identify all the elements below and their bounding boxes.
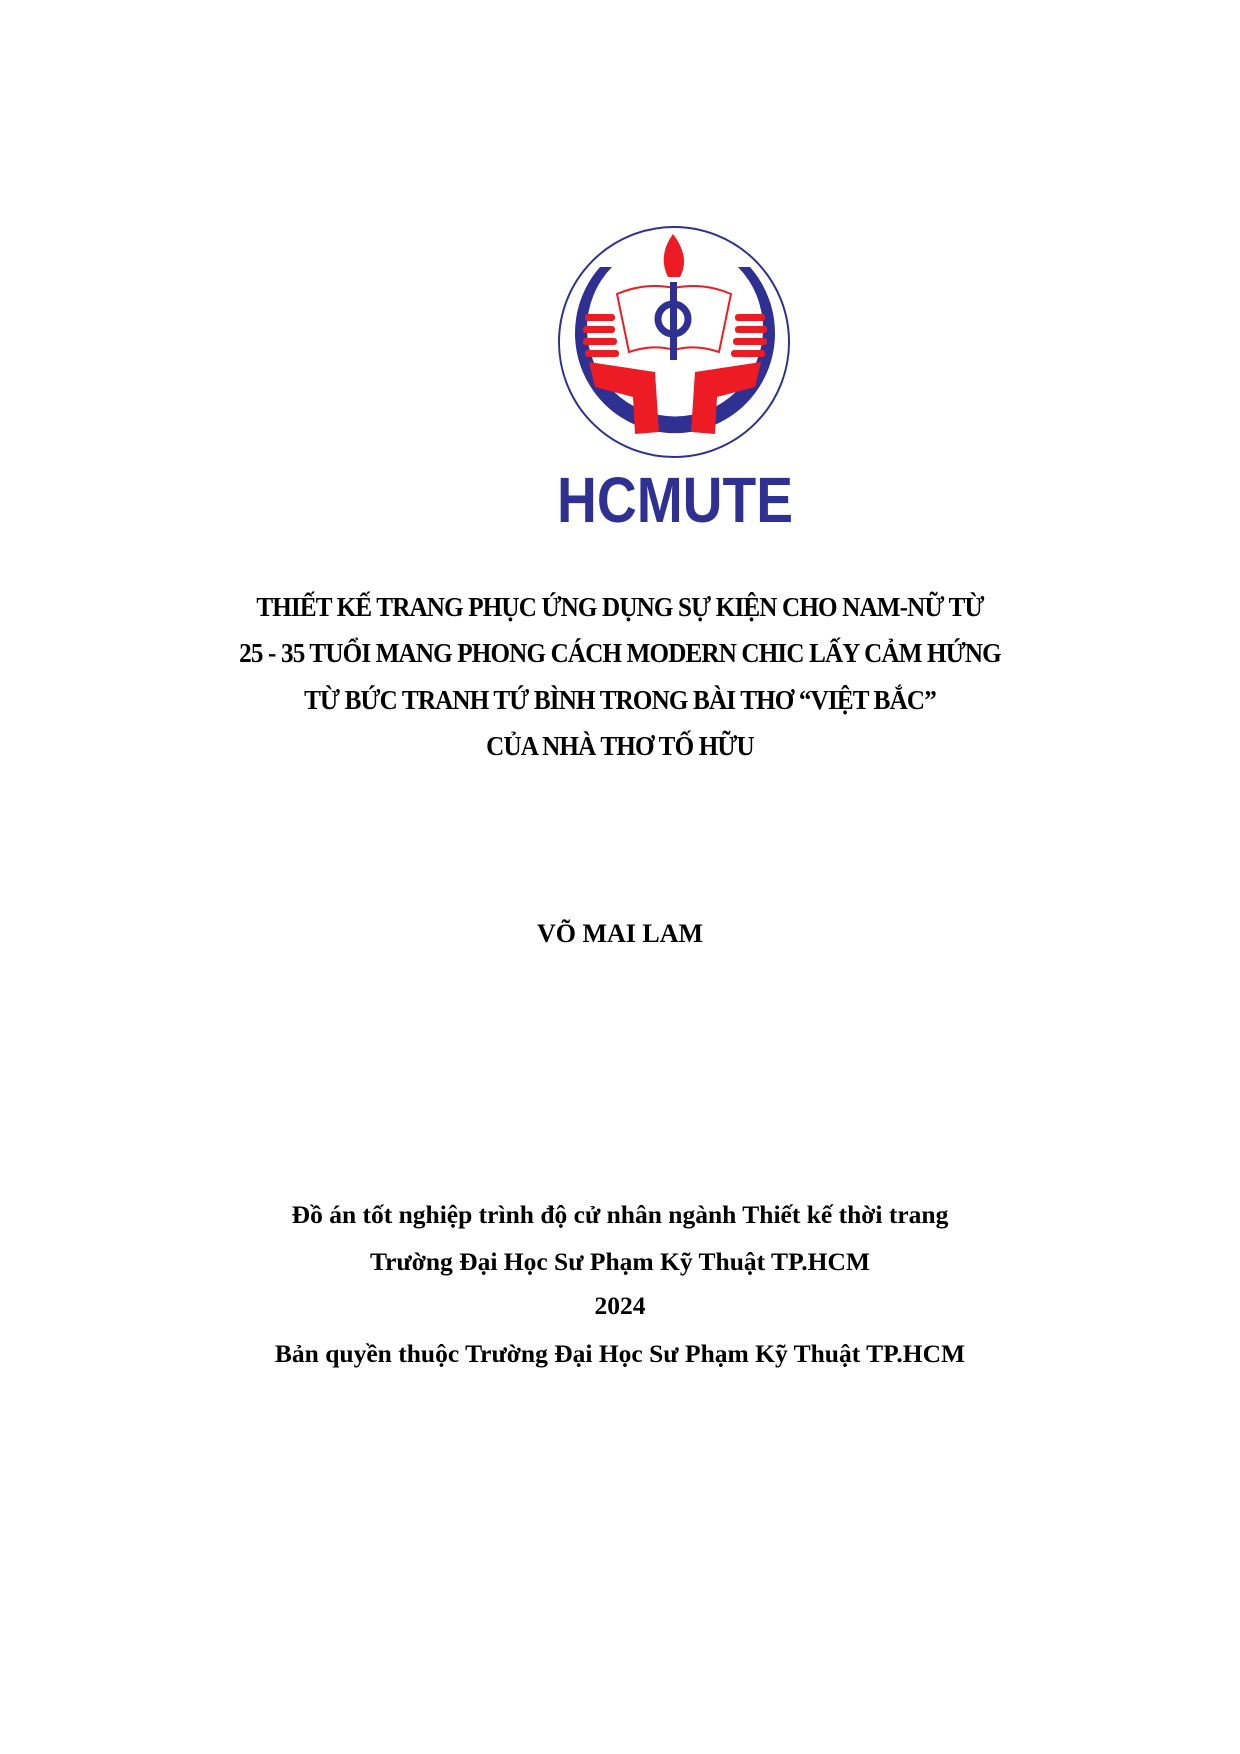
author-name: VÕ MAI LAM	[536, 919, 704, 948]
thesis-title-line-3: TỪ BỨC TRANH TỨ BÌNH TRONG BÀI THƠ “VIỆT BẮC”	[304, 685, 936, 715]
thesis-title-line-4: CỦA NHÀ THƠ TỐ HỮU	[486, 731, 754, 761]
year-line: 2024	[594, 1291, 646, 1320]
thesis-title-line-1: THIẾT KẾ TRANG PHỤC ỨNG DỤNG SỰ KIỆN CHO NAM-NỮ TỪ	[256, 592, 984, 622]
logo-text: HCMUTE	[557, 464, 793, 536]
copyright-line: Bản quyền thuộc Trường Đại Học Sư Phạm Kỹ Thuật TP.HCM	[274, 1339, 966, 1368]
thesis-title-line-2: 25 - 35 TUỔI MANG PHONG CÁCH MODERN CHIC LẤY CẢM HỨNG	[239, 638, 1001, 668]
university-logo	[555, 222, 795, 536]
degree-line: Đồ án tốt nghiệp trình độ cử nhân ngành Thiết kế thời trang	[291, 1200, 949, 1229]
university-line: Trường Đại Học Sư Phạm Kỹ Thuật TP.HCM	[369, 1247, 870, 1276]
